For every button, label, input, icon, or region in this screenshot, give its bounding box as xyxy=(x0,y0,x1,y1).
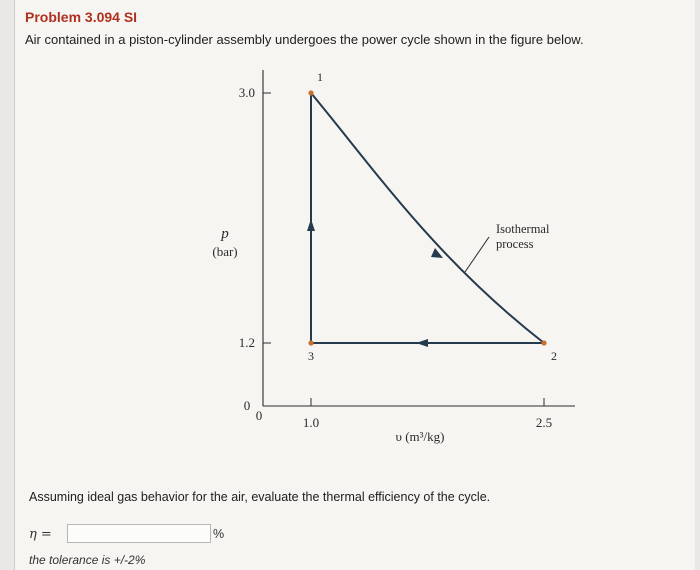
state-label-2: 2 xyxy=(551,349,557,363)
state-point-3 xyxy=(308,340,313,345)
y-axis-unit: (bar) xyxy=(212,244,238,259)
state-point-2 xyxy=(541,340,546,345)
problem-title: Problem 3.094 SI xyxy=(25,9,138,25)
origin-y-label: 0 xyxy=(243,398,251,413)
tolerance-note: the tolerance is +/-2% xyxy=(29,553,146,567)
eta-label: η = xyxy=(29,527,52,542)
annotation-line2: process xyxy=(496,237,534,251)
process-1-2-isothermal xyxy=(311,93,544,343)
state-label-3: 3 xyxy=(308,349,314,363)
x-tick-label-1: 1.0 xyxy=(302,415,320,430)
state-point-1 xyxy=(308,90,313,95)
x-tick-label-2_5: 2.5 xyxy=(535,415,553,430)
y-axis-symbol: p xyxy=(221,226,229,242)
annotation-pointer xyxy=(465,237,489,272)
arrow-up-icon xyxy=(307,219,315,231)
x-axis-label: υ (m³/kg) xyxy=(395,429,445,444)
efficiency-input[interactable] xyxy=(67,524,211,543)
pv-diagram xyxy=(15,0,695,480)
problem-panel xyxy=(14,0,695,570)
state-label-1: 1 xyxy=(317,70,323,84)
answer-row xyxy=(29,524,329,544)
y-tick-label-1_2: 1.2 xyxy=(238,335,255,350)
annotation-line1: Isothermal xyxy=(496,222,550,236)
question-text: Assuming ideal gas behavior for the air, evaluate the thermal efficiency of the cycle. xyxy=(29,490,491,504)
arrow-left-icon xyxy=(416,339,428,347)
percent-unit: % xyxy=(213,527,225,541)
problem-prompt: Air contained in a piston-cylinder assembly undergoes the power cycle shown in the figure below. xyxy=(25,32,584,47)
y-tick-label-3: 3.0 xyxy=(238,85,255,100)
origin-x-label: 0 xyxy=(255,408,263,423)
